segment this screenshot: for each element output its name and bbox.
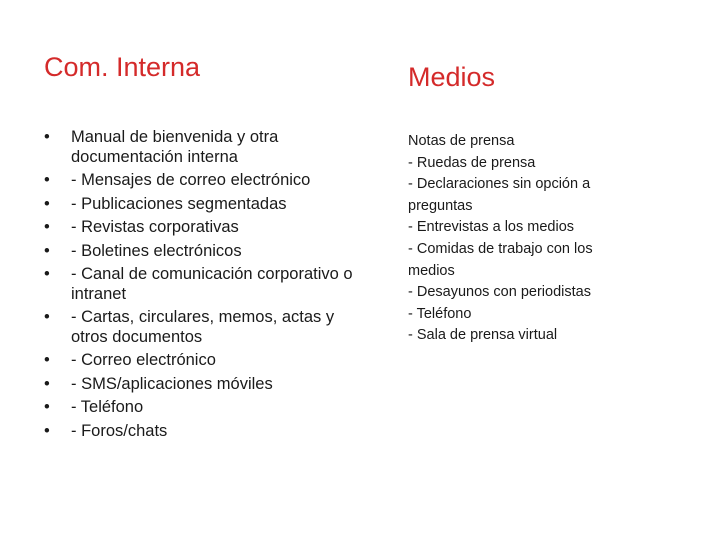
list-item <box>44 375 354 395</box>
media-line: Notas de prensa <box>408 133 515 149</box>
media-line: - Teléfono <box>408 305 472 322</box>
bullet-icon: • <box>44 241 50 260</box>
media-line: - Sala de prensa virtual <box>408 327 558 344</box>
bullet-icon: • <box>44 265 50 283</box>
bullet-icon: • <box>44 218 50 236</box>
bullet-icon: • <box>44 398 50 416</box>
list-item <box>44 242 354 262</box>
media-line: - Comidas de trabajo con los medios <box>408 240 593 279</box>
list-item-text: - Cartas, circulares, memos, actas y otros documentos <box>71 308 335 346</box>
list-item-text: - Revistas corporativas <box>71 218 239 236</box>
media-line: - Declaraciones sin opción a preguntas <box>408 176 591 214</box>
list-item-text: - Mensajes de correo electrónico <box>71 171 311 189</box>
bullet-icon: • <box>44 171 50 189</box>
list-item-text: Manual de bienvenida y otra documentación interna <box>71 128 279 166</box>
list-item <box>44 398 354 418</box>
list-item <box>44 195 354 215</box>
bullet-icon: • <box>44 128 50 146</box>
list-item <box>44 308 354 347</box>
left-title: Com. Interna <box>44 52 201 82</box>
list-item-text: - SMS/aplicaciones móviles <box>71 374 273 393</box>
bullet-icon: • <box>44 194 50 213</box>
list-item-text: - Boletines electrónicos <box>71 241 242 260</box>
list-item <box>44 171 354 191</box>
right-title: Medios <box>408 62 496 92</box>
bullet-icon: • <box>44 374 50 393</box>
internal-communication-list <box>44 128 354 445</box>
list-item <box>44 422 354 442</box>
media-line: - Entrevistas a los medios <box>408 219 575 236</box>
list-item-text: - Teléfono <box>71 398 144 416</box>
list-item-text: - Publicaciones segmentadas <box>71 194 287 213</box>
media-list <box>408 131 638 347</box>
list-item <box>44 265 354 304</box>
media-line: - Desayunos con periodistas <box>408 284 591 301</box>
list-item-text: - Canal de comunicación corporativo o intranet <box>71 265 353 303</box>
bullet-icon: • <box>44 421 50 440</box>
list-item <box>44 128 354 167</box>
list-item <box>44 351 354 371</box>
list-item-text: - Foros/chats <box>71 421 168 440</box>
media-line: - Ruedas de prensa <box>408 154 536 171</box>
list-item <box>44 218 354 238</box>
bullet-icon: • <box>44 308 50 326</box>
list-item-text: - Correo electrónico <box>71 351 216 369</box>
bullet-icon: • <box>44 351 50 369</box>
